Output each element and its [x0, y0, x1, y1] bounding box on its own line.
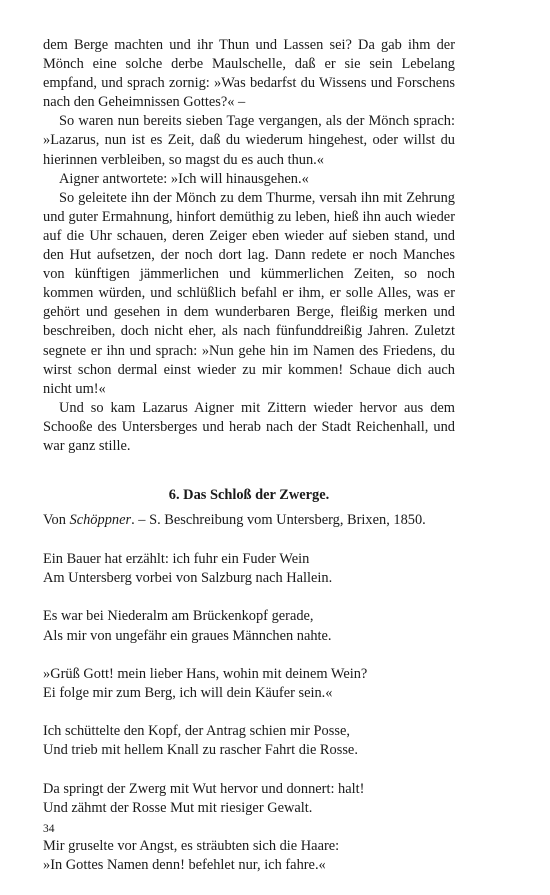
verse-line: Ich schüttelte den Kopf, der Antrag schien mir Posse, [43, 723, 350, 740]
source-prefix: Von [43, 512, 70, 529]
paragraph: Und so kam Lazarus Aigner mit Zittern wieder hervor aus dem Schooße des Untersberges und herab nach der Stadt Reichenhall, und war ganz stille. [43, 399, 455, 454]
stanza [43, 780, 455, 818]
verse-line: Und zähmt der Rosse Mut mit riesiger Gewalt. [43, 799, 313, 816]
verse-line: Und trieb mit hellem Knall zu rascher Fahrt die Rosse. [43, 742, 358, 759]
stanza [43, 607, 455, 645]
paragraph: dem Berge machten und ihr Thun und Lassen sei? Da gab ihm der Mönch eine solche derbe Maulschelle, daß er sie sein Lebelang empfand, und sprach zornig: »Was bedarfst du Wissens und Forschens nach den Geheimnissen Gottes?« – [43, 37, 455, 111]
verse-line: Es war bei Niederalm am Brückenkopf gerade, [43, 608, 314, 625]
paragraph: So geleitete ihn der Mönch zu dem Thurme, versah ihn mit Zehrung und guter Ermahnung, hinfort demüthig zu leben, hieß ihn auch wieder auf die Uhr schauen, deren Zeiger eben wieder auf sieben stand, und den Hut aufsetzen, der noch dort lag. Dann redete er noch Manches von künftigen jämmerlichen und kümmerlichen Zeiten, so noch kommen würden, und schlüßlich befahl er ihm, er solle Alles, was er gehört und gesehen in dem wunderbaren Berge, fleißig merken und beschreiben, doch nicht eher, als nach fünfunddreißig Jahren. Zuletzt segnete er ihn und sprach: »Nun gehe hin im Namen des Friedens, du wirst schon dermal einst wieder zu mir kommen! Schaue dich auch nicht um!« [43, 189, 455, 397]
stanza [43, 665, 455, 703]
verse-line: Als mir von ungefähr ein graues Männchen nahte. [43, 627, 332, 644]
paragraph: Aigner antwortete: »Ich will hinausgehen.« [59, 170, 309, 187]
stanza [43, 550, 455, 588]
verse-line: Ein Bauer hat erzählt: ich fuhr ein Fuder Wein [43, 551, 310, 568]
source-rest: . – S. Beschreibung vom Untersberg, Brixen, 1850. [131, 512, 426, 529]
source-author: Schöppner [69, 512, 132, 529]
poem [43, 550, 455, 875]
verse-line: Ei folge mir zum Berg, ich will dein Käufer sein.« [43, 685, 333, 702]
verse-line: Am Untersberg vorbei von Salzburg nach Hallein. [43, 570, 333, 587]
paragraph: So waren nun bereits sieben Tage vergangen, als der Mönch sprach: »Lazarus, nun ist es Zeit, daß du wiederum hingehest, oder willst du hierinnen verbleiben, so magst du es auch thun.« [43, 113, 455, 168]
verse-line: Mir gruselte vor Angst, es sträubten sich die Haare: [43, 838, 340, 855]
source-citation [43, 511, 455, 530]
prose-text [43, 36, 455, 456]
stanza [43, 722, 455, 760]
verse-line: »In Gottes Namen denn! befehlet nur, ich fahre.« [43, 857, 326, 874]
verse-line: »Grüß Gott! mein lieber Hans, wohin mit deinem Wein? [43, 665, 368, 682]
section-heading: 6. Das Schloß der Zwerge. [168, 487, 330, 504]
verse-line: Da springt der Zwerg mit Wut hervor und donnert: halt! [43, 780, 365, 797]
stanza [43, 837, 455, 875]
book-page [43, 36, 455, 895]
page-number: 34 [43, 823, 55, 835]
